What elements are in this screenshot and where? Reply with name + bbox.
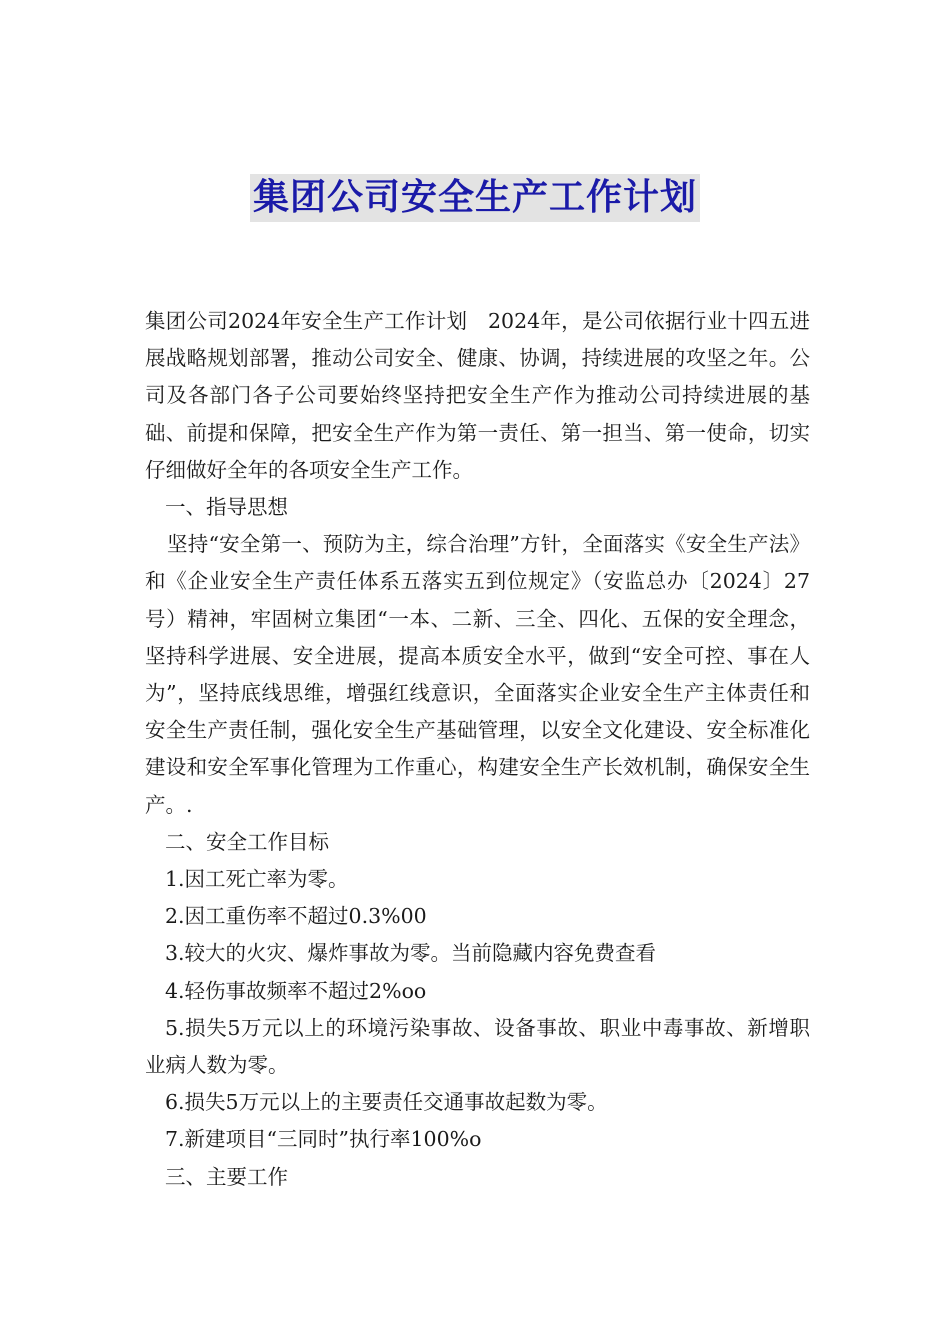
goal-item: 1.因工死亡率为零。 [165, 867, 349, 892]
goal-item: 4.轻伤事故频率不超过2%oo [165, 978, 427, 1003]
intro-paragraph: 集团公司2024年安全生产工作计划 2024年，是公司依据行业十四五进展战略规划部署，推动公司安全、健康、协调，持续进展的攻坚之年。公司及各部门各子公司要始终坚持把安全生产作为推动公司持续进展的基础、前提和保障，把安全生产作为第一责任、第一担当、第一使命，切实仔细做好全年的各项安全生产工作。 [145, 309, 810, 482]
goal-item: 5.损失5万元以上的环境污染事故、设备事故、职业中毒事故、新增职业病人数为零。 [145, 1015, 810, 1078]
title-wrapper [0, 174, 950, 222]
guiding-ideology-paragraph: 坚持“安全第一、预防为主，综合治理”方针，全面落实《安全生产法》和《企业安全生产责任体系五落实五到位规定》（安监总办〔2024〕27号）精神，牢固树立集团“一本、二新、三全、四化、五保的安全理念，坚持科学进展、安全进展，提高本质安全水平，做到“安全可控、事在人为”，坚持底线思维，增强红线意识，全面落实企业安全生产主体责任和安全生产责任制，强化安全生产基础管理，以安全文化建设、安全标准化建设和安全军事化管理为工作重心，构建安全生产长效机制，确保安全生产。. [145, 532, 810, 817]
goal-item: 7.新建项目“三同时”执行率100%o [165, 1127, 482, 1152]
goal-item: 6.损失5万元以上的主要责任交通事故起数为零。 [165, 1090, 608, 1115]
goal-item: 3.较大的火灾、爆炸事故为零。当前隐藏内容免费查看 [165, 941, 657, 966]
section-heading-main-work: 三、主要工作 [165, 1164, 288, 1189]
document-title: 集团公司安全生产工作计划 [250, 174, 700, 222]
section-heading-safety-goals: 二、安全工作目标 [165, 829, 329, 854]
document-body [145, 303, 810, 1196]
section-heading-guiding-ideology: 一、指导思想 [165, 495, 288, 520]
goal-item: 2.因工重伤率不超过0.3%00 [165, 904, 427, 929]
